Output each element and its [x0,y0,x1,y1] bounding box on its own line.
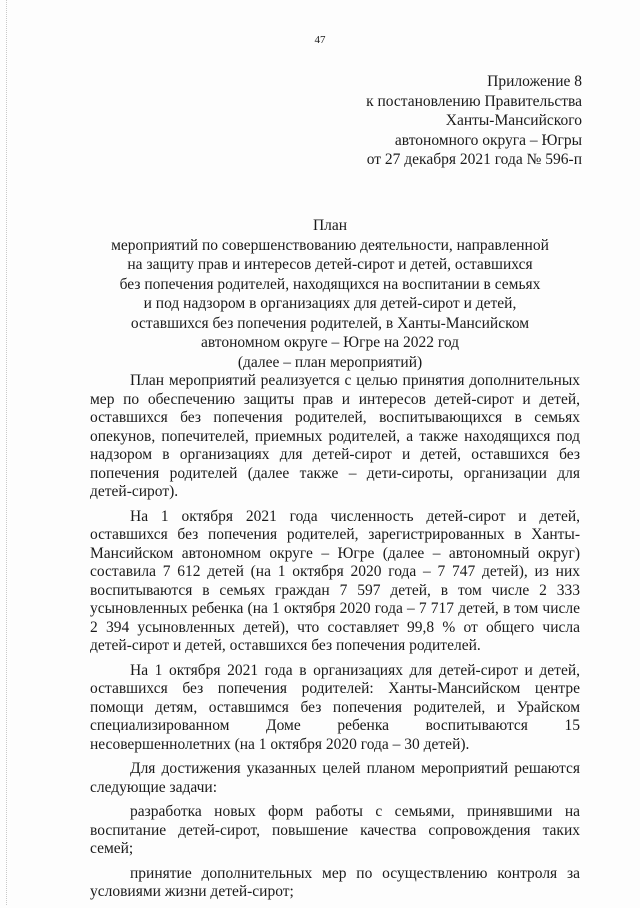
appendix-line: к постановлению Правительства [366,92,582,110]
page-number: 47 [314,34,326,46]
appendix-header [366,72,582,170]
appendix-line: Приложение 8 [487,73,582,90]
title-line: оставшихся без попечения родителей, в Ханты-Мансийском [130,314,530,332]
title-line: автономном округе – Югре на 2022 год [200,334,460,351]
document-title [90,216,570,372]
appendix-line: автономного округа – Югры [394,131,582,149]
paragraph: План мероприятий реализуется с целью принятия дополнительных мер по обеспечению защиты прав и интересов детей-сирот и детей, оставшихся без попечения родителей, воспитывающихся в семьях опекунов, попечителей, приемных родителей, а также находящихся под надзором в организациях для детей-сирот и детей, оставшихся без попечения родителей (далее также – дети-сироты, организации для детей-сирот). [90,372,580,500]
appendix-line: Ханты-Мансийского [445,112,582,129]
paragraph: На 1 октября 2021 года численность детей-сирот и детей, оставшихся без попечения родителей, зарегистрированных в Ханты-Мансийском автономном округе – Югре (далее – автономный округ) составила 7 612 детей (на 1 октября 2020 года – 7 747 детей), из них воспитываются в семьях граждан 7 597 детей, в том числе 2 333 усыновленных ребенка (на 1 октября 2020 года – 7 717 детей, в том числе 2 394 усыновленных детей), что составляет 99,8 % от общего числа детей-сирот и детей, оставшихся без попечения родителей. [90,507,580,654]
title-line: (далее – план мероприятий) [237,353,423,371]
paragraph: разработка новых форм работы с семьями, принявшими на воспитание детей-сирот, повышение качества сопровождения таких семей; [90,803,580,857]
paragraph: принятие дополнительных мер по осуществлению контроля за условиями жизни детей-сирот; [90,864,580,900]
document-body [90,372,580,908]
paragraph: На 1 октября 2021 года в организациях для детей-сирот и детей, оставшихся без попечения родителей: Ханты-Мансийском центре помощи детям, оставшимся без попечения родителей, и Урайском специализированном Доме ребенка воспитываются 15 несовершеннолетних (на 1 октября 2020 года – 30 детей). [90,661,580,753]
title-line: мероприятий по совершенствованию деятельности, направленной [111,236,549,254]
title-heading: План [312,217,348,234]
scan-edge [6,0,8,905]
title-line: и под надзором в организациях для детей-сирот и детей, [143,295,517,312]
paragraph: Для достижения указанных целей планом мероприятий решаются следующие задачи: [90,760,580,796]
title-line: без попечения родителей, находящихся на воспитании в семьях [119,275,541,293]
appendix-line: от 27 декабря 2021 года № 596-п [366,151,582,168]
title-line: на защиту прав и интересов детей-сирот и детей, оставшихся [127,256,533,273]
